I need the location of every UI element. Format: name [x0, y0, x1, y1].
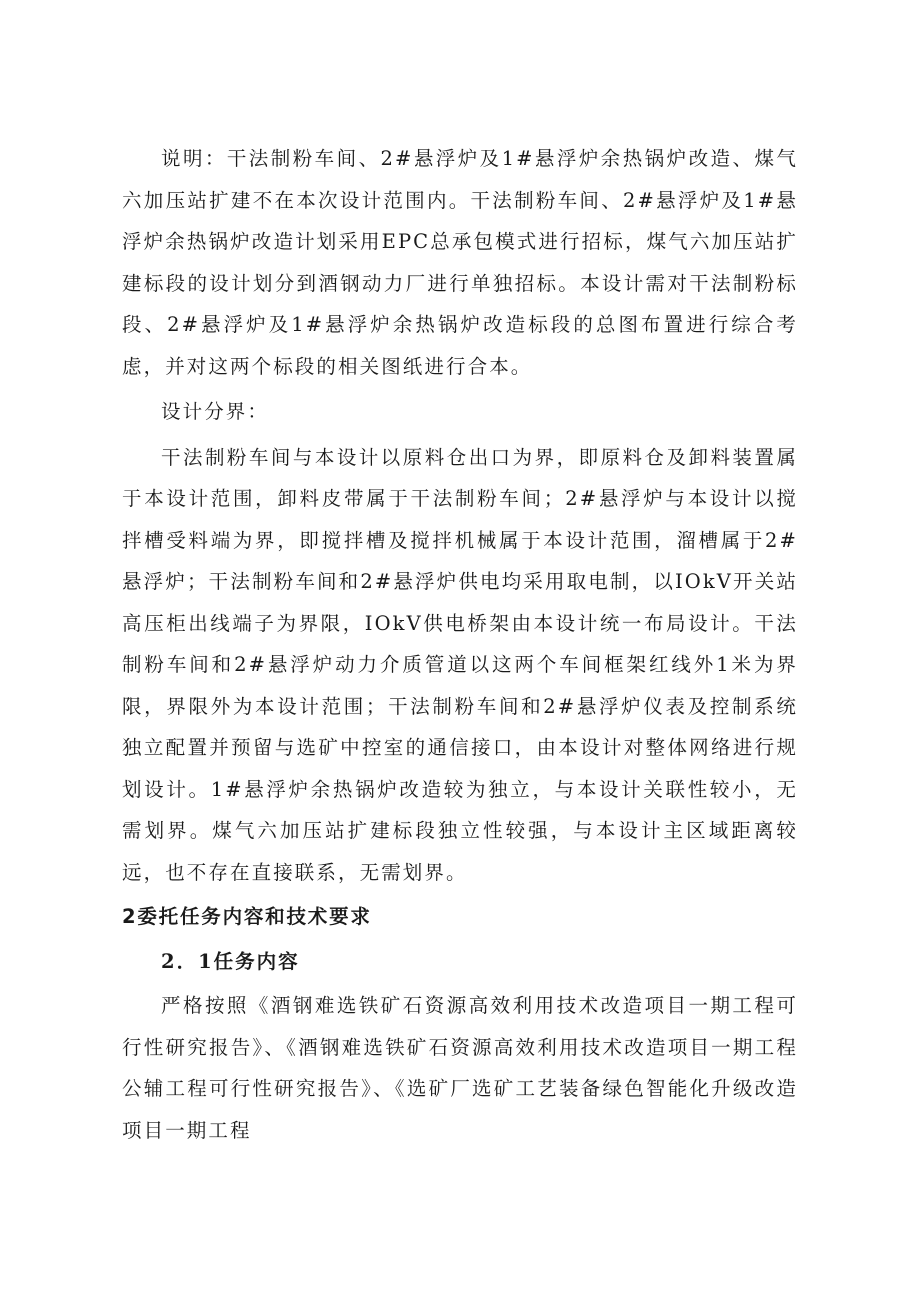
section-2-1-heading: 2．1任务内容	[161, 949, 300, 973]
task-content-paragraph: 严格按照《酒钢难选铁矿石资源高效利用技术改造项目一期工程可行性研究报告》、《酒钢难选铁矿石资源高效利用技术改造项目一期工程公辅工程可行性研究报告》、《选矿厂选矿工艺装备绿色智能化升级改造项目一期工程	[122, 994, 798, 1142]
design-boundary-label: 设计分界：	[161, 400, 270, 423]
document-page	[122, 138, 798, 1151]
design-boundary-paragraph: 干法制粉车间与本设计以原料仓出口为界，即原料仓及卸料装置属于本设计范围，卸料皮带属于干法制粉车间；2#悬浮炉与本设计以搅拌槽受料端为界，即搅拌槽及搅拌机械属于本设计范围，溜槽属于2#悬浮炉；干法制粉车间和2#悬浮炉供电均采用取电制，以IOkV开关站高压柜出线端子为界限，IOkV供电桥架由本设计统一布局设计。干法制粉车间和2#悬浮炉动力介质管道以这两个车间框架红线外1米为界限，界限外为本设计范围；干法制粉车间和2#悬浮炉仪表及控制系统独立配置并预留与选矿中控室的通信接口，由本设计对整体网络进行规划设计。1#悬浮炉余热锅炉改造较为独立，与本设计关联性较小，无需划界。煤气六加压站扩建标段独立性较强，与本设计主区域距离较远，也不存在直接联系，无需划界。	[122, 445, 798, 884]
explanation-paragraph: 说明：干法制粉车间、2#悬浮炉及1#悬浮炉余热锅炉改造、煤气六加压站扩建不在本次设计范围内。干法制粉车间、2#悬浮炉及1#悬浮炉余热锅炉改造计划采用EPC总承包模式进行招标，煤气六加压站扩建标段的设计划分到酒钢动力厂进行单独招标。本设计需对干法制粉标段、2#悬浮炉及1#悬浮炉余热锅炉改造标段的总图布置进行综合考虑，并对这两个标段的相关图纸进行合本。	[122, 147, 798, 378]
section-2-heading: 2委托任务内容和技术要求	[122, 905, 372, 928]
